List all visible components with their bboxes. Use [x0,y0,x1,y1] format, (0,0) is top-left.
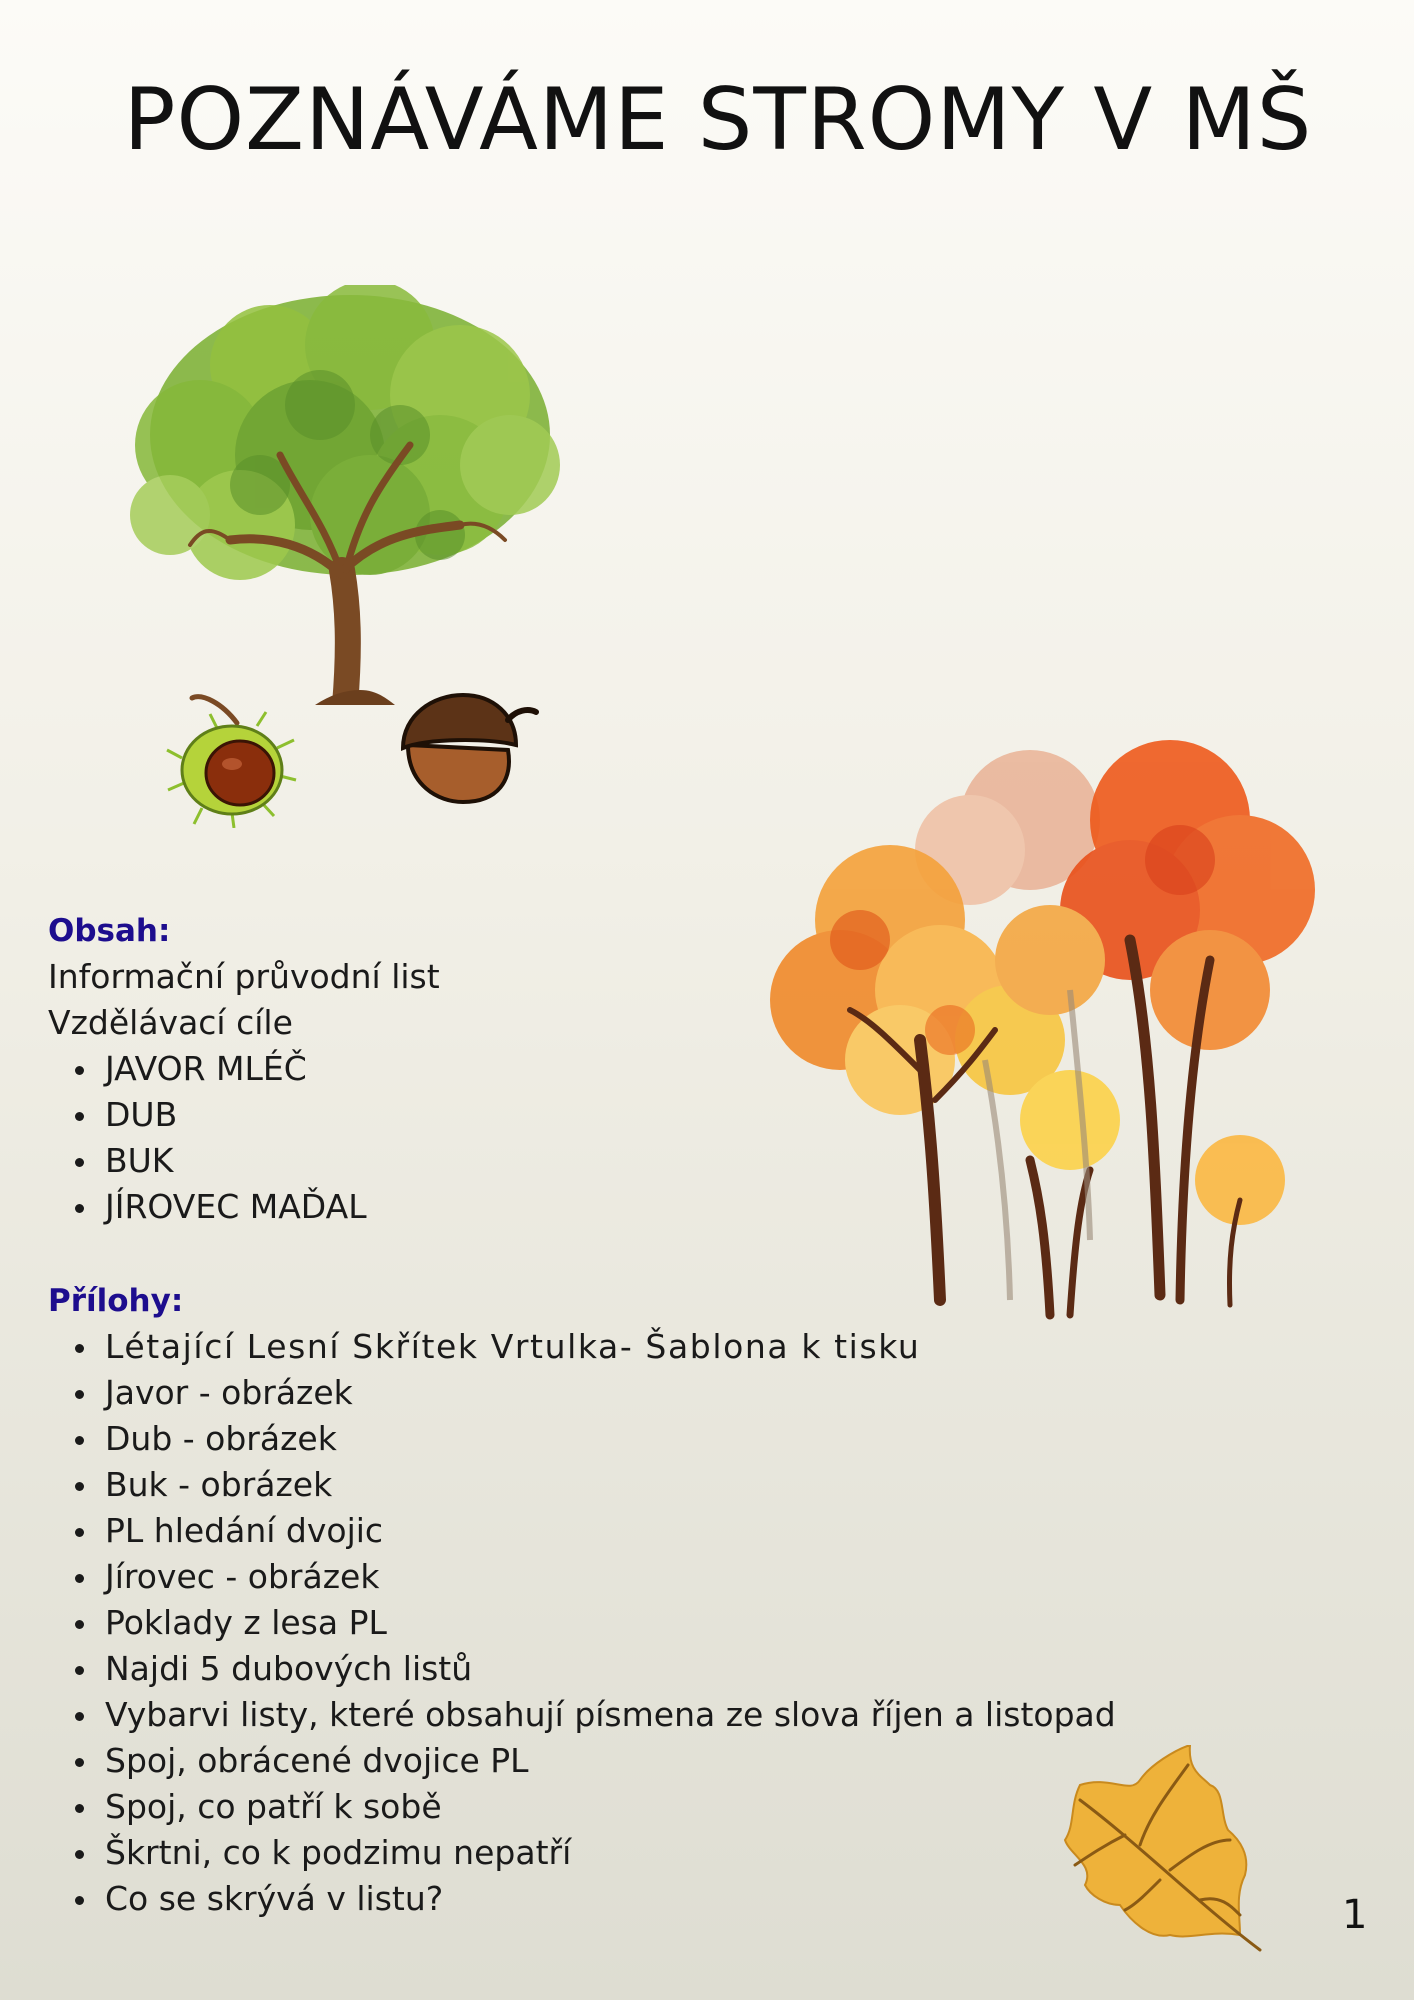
list-item: Buk - obrázek [105,1462,1116,1508]
attachments-section [48,1278,1116,1922]
list-item: Spoj, co patří k sobě [105,1784,1116,1830]
list-item: Vybarvi listy, které obsahují písmena ze slova říjen a listopad [105,1692,1116,1738]
attachments-list [48,1324,1116,1922]
chestnut-illustration [162,688,302,828]
list-item: Najdi 5 dubových listů [105,1646,1116,1692]
list-item: DUB [105,1092,440,1138]
list-item: Spoj, obrácené dvojice PL [105,1738,1116,1784]
list-item: BUK [105,1138,440,1184]
contents-heading: Obsah: [48,913,171,949]
list-item: Létající Lesní Skřítek Vrtulka- Šablona k tisku [105,1324,1116,1370]
contents-line: Vzdělávací cíle [48,1003,293,1042]
page-title: POZNÁVÁME STROMY V MŠ [123,70,1313,170]
contents-list [48,1046,440,1230]
attachments-heading: Přílohy: [48,1283,184,1319]
autumn-trees-illustration [770,740,1350,1320]
list-item: Jírovec - obrázek [105,1554,1116,1600]
contents-section [48,908,440,1230]
acorn-illustration [398,690,543,805]
list-item: PL hledání dvojic [105,1508,1116,1554]
list-item: Škrtni, co k podzimu nepatří [105,1830,1116,1876]
list-item: Javor - obrázek [105,1370,1116,1416]
page-number: 1 [1342,1892,1368,1938]
green-tree-illustration [110,285,590,705]
list-item: Co se skrývá v listu? [105,1876,1116,1922]
list-item: JÍROVEC MAĎAL [105,1184,440,1230]
list-item: Poklady z lesa PL [105,1600,1116,1646]
list-item: Dub - obrázek [105,1416,1116,1462]
contents-line: Informační průvodní list [48,957,440,996]
list-item: JAVOR MLÉČ [105,1046,440,1092]
